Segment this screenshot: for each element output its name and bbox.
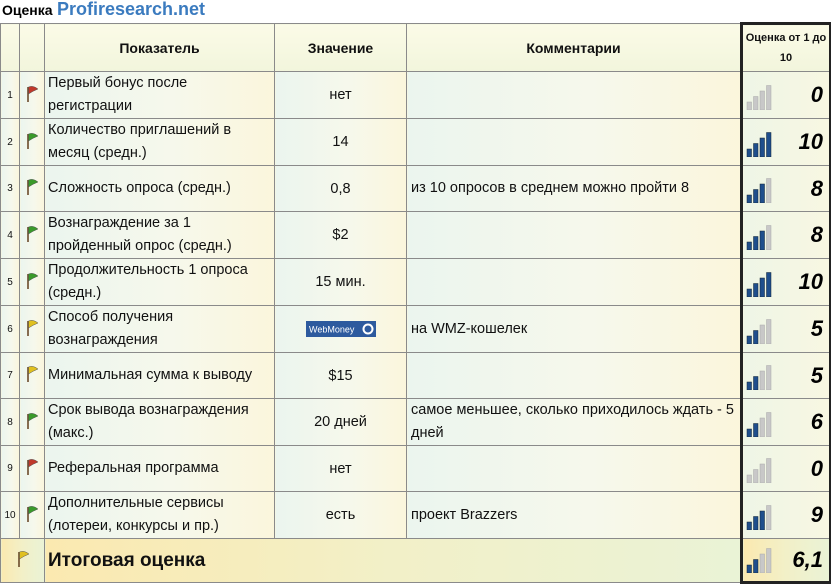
signal-bar [767, 459, 772, 484]
signal-bar [760, 91, 765, 110]
signal-bar [760, 511, 765, 530]
signal-bar [754, 560, 759, 574]
indicator-value: 20 дней [275, 399, 407, 446]
indicator-name: Реферальная программа [45, 446, 275, 492]
red-flag-icon [24, 458, 40, 476]
status-flag [20, 399, 45, 446]
signal-bar [760, 138, 765, 157]
signal-bar [754, 377, 759, 391]
score-value: 10 [798, 129, 823, 154]
signal-bar [760, 325, 765, 344]
signal-bar [754, 331, 759, 345]
signal-bars-icon [746, 457, 772, 483]
comment: на WMZ-кошелек [407, 306, 742, 353]
table-row [1, 166, 831, 212]
header-score: Оценка от 1 до 10 [742, 24, 831, 72]
row-number: 1 [1, 72, 20, 119]
yellow-flag-icon [24, 365, 40, 383]
score-value: 5 [810, 316, 823, 341]
yellow-flag-icon [24, 319, 40, 337]
rating-table [0, 22, 831, 584]
signal-bar [767, 506, 772, 531]
comment [407, 353, 742, 399]
status-flag [20, 259, 45, 306]
row-number: 3 [1, 166, 20, 212]
signal-bar [767, 366, 772, 391]
status-flag [20, 166, 45, 212]
score-value: 0 [810, 82, 823, 107]
signal-bars-icon [746, 224, 772, 250]
indicator-value: $2 [275, 212, 407, 259]
indicator-name: Вознаграждение за 1 пройденный опрос (средн.) [45, 212, 275, 259]
indicator-name: Дополнительные сервисы (лотереи, конкурсы и пр.) [45, 492, 275, 539]
indicator-value: 0,8 [275, 166, 407, 212]
score-value: 10 [798, 269, 823, 294]
row-number: 5 [1, 259, 20, 306]
signal-bar [754, 237, 759, 251]
table-row [1, 446, 831, 492]
signal-bar [754, 144, 759, 158]
row-number: 4 [1, 212, 20, 259]
row-number: 10 [1, 492, 20, 539]
signal-bar [747, 242, 752, 250]
total-score-cell [742, 539, 831, 583]
indicator-value [275, 306, 407, 353]
signal-bar [760, 464, 765, 483]
status-flag [20, 212, 45, 259]
score-cell [742, 353, 831, 399]
comment: самое меньшее, сколько приходилось ждать - 5 дней [407, 399, 742, 446]
score-cell [742, 306, 831, 353]
row-number: 6 [1, 306, 20, 353]
signal-bar [760, 418, 765, 437]
row-number: 9 [1, 446, 20, 492]
red-flag-icon [24, 85, 40, 103]
comment [407, 259, 742, 306]
signal-bar [747, 102, 752, 110]
signal-bar [747, 565, 752, 573]
status-flag [20, 353, 45, 399]
signal-bar [747, 336, 752, 344]
row-number: 7 [1, 353, 20, 399]
comment [407, 119, 742, 166]
signal-bar [754, 190, 759, 204]
score-cell [742, 212, 831, 259]
table-row [1, 399, 831, 446]
header-value: Значение [275, 24, 407, 72]
indicator-value: 14 [275, 119, 407, 166]
indicator-value: нет [275, 72, 407, 119]
signal-bar [754, 97, 759, 111]
signal-bar [747, 429, 752, 437]
header-comment: Комментарии [407, 24, 742, 72]
comment [407, 446, 742, 492]
status-flag [20, 492, 45, 539]
status-flag [1, 539, 45, 583]
signal-bar [747, 149, 752, 157]
status-flag [20, 119, 45, 166]
header-num [1, 24, 20, 72]
indicator-name: Первый бонус после регистрации [45, 72, 275, 119]
comment [407, 72, 742, 119]
signal-bar [760, 371, 765, 390]
score-cell [742, 166, 831, 212]
score-value: 8 [810, 222, 823, 247]
signal-bar [747, 475, 752, 483]
webmoney-logo [306, 321, 376, 337]
signal-bar [754, 424, 759, 438]
indicator-value: 15 мин. [275, 259, 407, 306]
green-flag-icon [24, 505, 40, 523]
green-flag-icon [24, 178, 40, 196]
indicator-name: Продолжительность 1 опроса (средн.) [45, 259, 275, 306]
indicator-value: нет [275, 446, 407, 492]
green-flag-icon [24, 272, 40, 290]
signal-bar [754, 470, 759, 484]
signal-bars-icon [746, 271, 772, 297]
table-row [1, 259, 831, 306]
row-number: 2 [1, 119, 20, 166]
header-flag [20, 24, 45, 72]
table-row [1, 119, 831, 166]
score-cell [742, 399, 831, 446]
svg-text:WebMoney: WebMoney [308, 324, 354, 335]
table-row [1, 492, 831, 539]
score-value: 8 [810, 175, 823, 201]
signal-bar [747, 289, 752, 297]
signal-bar [760, 278, 765, 297]
indicator-value: $15 [275, 353, 407, 399]
signal-bars-icon [746, 364, 772, 390]
signal-bar [760, 231, 765, 250]
signal-bar [767, 86, 772, 111]
signal-bars-icon [746, 411, 772, 437]
total-label: Итоговая оценка [45, 539, 742, 583]
score-value: 9 [810, 502, 823, 527]
total-score-value: 6,1 [792, 547, 823, 572]
row-number: 8 [1, 399, 20, 446]
signal-bar [767, 179, 772, 204]
green-flag-icon [24, 225, 40, 243]
signal-bars-icon [746, 177, 772, 203]
comment: проект Brazzers [407, 492, 742, 539]
signal-bars-icon [746, 547, 772, 573]
score-cell [742, 72, 831, 119]
indicator-value: есть [275, 492, 407, 539]
indicator-name: Сложность опроса (средн.) [45, 166, 275, 212]
score-cell [742, 259, 831, 306]
signal-bar [767, 413, 772, 438]
indicator-name: Минимальная сумма к выводу [45, 353, 275, 399]
signal-bars-icon [746, 84, 772, 110]
signal-bars-icon [746, 131, 772, 157]
signal-bar [747, 382, 752, 390]
score-cell [742, 446, 831, 492]
signal-bar [760, 184, 765, 203]
signal-bar [747, 522, 752, 530]
signal-bar [754, 517, 759, 531]
indicator-name: Количество приглашений в месяц (средн.) [45, 119, 275, 166]
signal-bar [767, 226, 772, 251]
comment [407, 212, 742, 259]
total-row [1, 539, 831, 583]
green-flag-icon [24, 132, 40, 150]
title-prefix: Оценка [2, 2, 53, 18]
signal-bar [747, 195, 752, 203]
comment: из 10 опросов в среднем можно пройти 8 [407, 166, 742, 212]
score-value: 0 [810, 455, 823, 481]
score-cell [742, 119, 831, 166]
signal-bar [754, 284, 759, 298]
signal-bar [760, 554, 765, 573]
signal-bar [767, 549, 772, 574]
score-value: 6 [810, 409, 823, 434]
table-row [1, 72, 831, 119]
table-row [1, 353, 831, 399]
signal-bar [767, 133, 772, 158]
table-row [1, 212, 831, 259]
page-title [2, 0, 205, 22]
signal-bar [767, 273, 772, 298]
site-link[interactable]: Profiresearch.net [56, 0, 206, 19]
score-cell [742, 492, 831, 539]
status-flag [20, 72, 45, 119]
header-row [1, 24, 831, 72]
score-value: 5 [810, 362, 823, 388]
signal-bars-icon [746, 318, 772, 344]
table-row [1, 306, 831, 353]
signal-bar [767, 320, 772, 345]
status-flag [20, 306, 45, 353]
status-flag [20, 446, 45, 492]
green-flag-icon [24, 412, 40, 430]
yellow-flag-icon [15, 550, 31, 568]
indicator-name: Способ получения вознаграждения [45, 306, 275, 353]
header-name: Показатель [45, 24, 275, 72]
indicator-name: Срок вывода вознаграждения (макс.) [45, 399, 275, 446]
signal-bars-icon [746, 504, 772, 530]
